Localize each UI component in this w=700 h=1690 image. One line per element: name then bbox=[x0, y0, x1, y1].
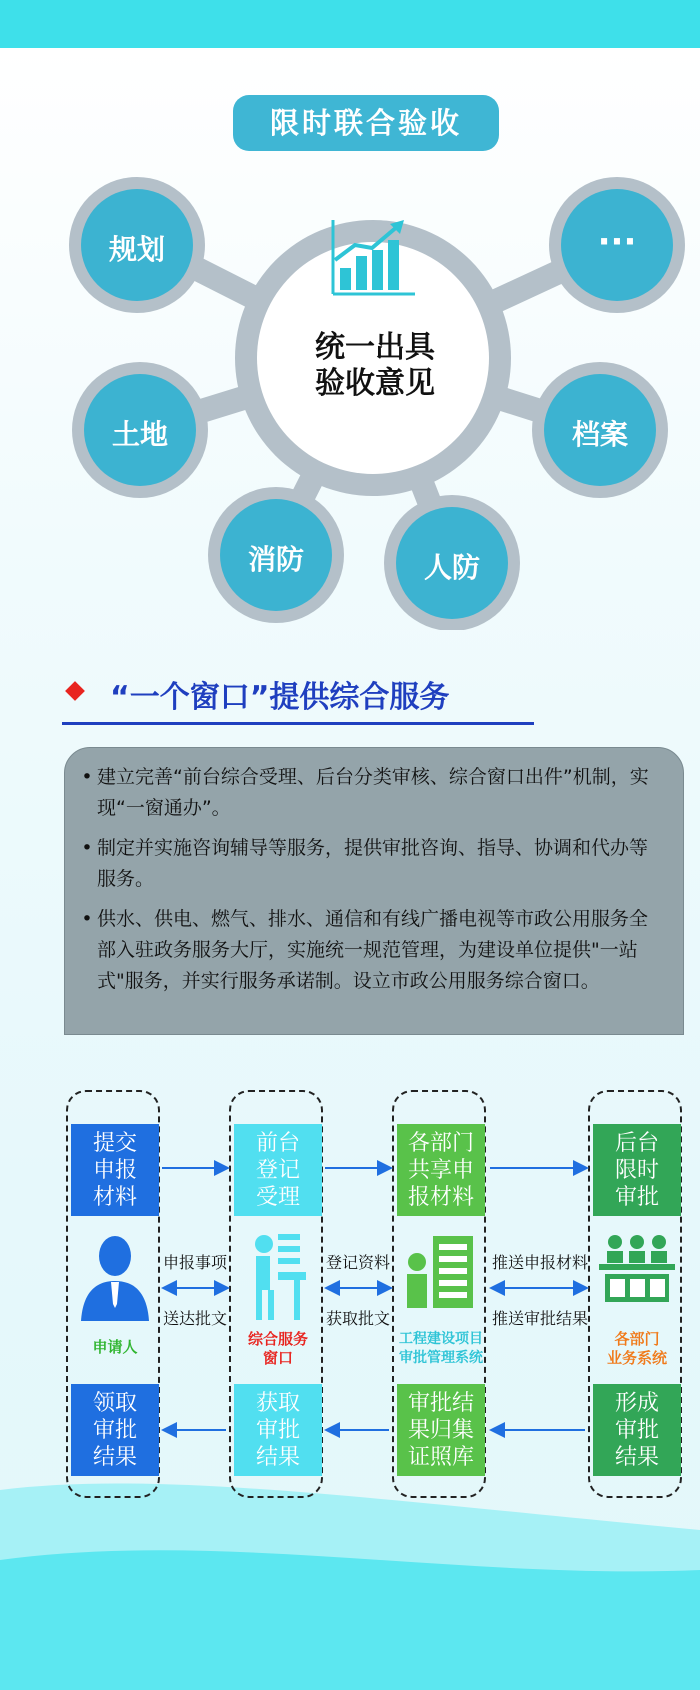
info-bullet-text: 供水、供电、燃气、排水、通信和有线广播电视等市政公用服务全部入驻政务服务大厅，实施统一规范管理，为建设单位提供"一站式"服务，并实行服务承诺制。设立市政公用服务综合窗口。 bbox=[97, 908, 649, 992]
node-label-planning: 规划 bbox=[108, 233, 165, 266]
link-label-upper: 申报事项 bbox=[162, 1253, 227, 1272]
flow-step-submit: 提交 申报 材料 bbox=[71, 1124, 159, 1216]
flow-step-receive: 领取 审批 结果 bbox=[71, 1384, 159, 1476]
bullet-dot-icon: • bbox=[81, 908, 93, 930]
node-label-fire: 消防 bbox=[247, 543, 304, 576]
flow-node-label: 各部门 业务系统 bbox=[606, 1330, 667, 1367]
flow-arrows bbox=[0, 1090, 700, 1510]
flow-step-obtain: 获取 审批 结果 bbox=[234, 1384, 322, 1476]
info-bullet-text: 建立完善“前台综合受理、后台分类审核、综合窗口出件”机制，实现“一窗通办”。 bbox=[97, 766, 649, 819]
hub-title: 限时联合验收 bbox=[233, 95, 499, 151]
flow-node-label: 综合服务 窗口 bbox=[247, 1330, 308, 1367]
bullet-dot-icon: • bbox=[81, 766, 93, 788]
info-bullet bbox=[77, 833, 665, 895]
process-flow bbox=[0, 1090, 700, 1510]
link-label-lower: 送达批文 bbox=[162, 1309, 227, 1328]
link-label-lower: 推送审批结果 bbox=[491, 1309, 588, 1328]
info-box bbox=[64, 747, 684, 1035]
section-title: “一个窗口”提供综合服务 bbox=[110, 680, 450, 715]
flow-node-label: 工程建设项目 审批管理系统 bbox=[399, 1331, 483, 1366]
flow-step-archive: 审批结 果归集 证照库 bbox=[397, 1384, 485, 1476]
node-label-more: ··· bbox=[597, 222, 637, 262]
info-bullet-text: 制定并实施咨询辅导等服务，提供审批咨询、指导、协调和代办等服务。 bbox=[97, 837, 649, 890]
hub-center-line1: 统一出具 bbox=[315, 330, 435, 365]
flow-step-backend: 后台 限时 审批 bbox=[593, 1124, 681, 1216]
link-label-upper: 推送申报材料 bbox=[491, 1253, 588, 1272]
diamond-bullet-icon bbox=[65, 681, 85, 701]
hub-center-text bbox=[290, 330, 460, 402]
flow-node-label: 申请人 bbox=[92, 1338, 138, 1356]
section-header bbox=[62, 670, 534, 725]
link-label-upper: 登记资料 bbox=[325, 1253, 390, 1272]
bullet-dot-icon: • bbox=[81, 837, 93, 859]
flow-step-result: 形成 审批 结果 bbox=[593, 1384, 681, 1476]
link-label-lower: 获取批文 bbox=[325, 1309, 390, 1328]
flow-step-front-desk: 前台 登记 受理 bbox=[234, 1124, 322, 1216]
node-label-archives: 档案 bbox=[571, 418, 628, 451]
flow-step-share: 各部门 共享申 报材料 bbox=[397, 1124, 485, 1216]
node-label-civil-defense: 人防 bbox=[423, 551, 480, 584]
info-bullet bbox=[77, 904, 665, 997]
node-label-land: 土地 bbox=[111, 418, 168, 451]
top-banner-band bbox=[0, 0, 700, 48]
hub-center-line2: 验收意见 bbox=[315, 366, 435, 401]
info-bullet bbox=[77, 762, 665, 824]
